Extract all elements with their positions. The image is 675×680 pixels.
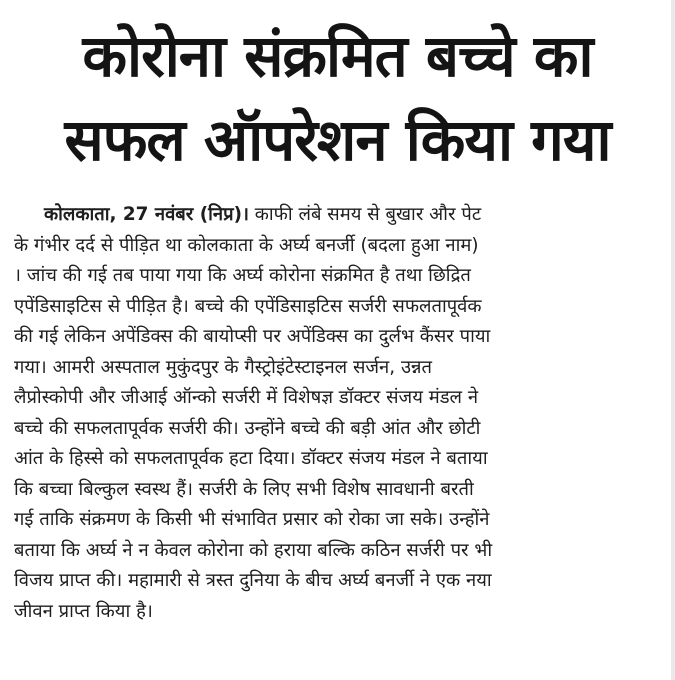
body-line-12: बताया कि अर्घ्य ने न केवल कोरोना को हराया बल्कि कठिन सर्जरी पर भी: [14, 539, 493, 561]
article-headline: [12, 14, 663, 182]
body-line-9: आंत के हिस्से को सफलतापूर्वक हटा दिया। डॉक्टर संजय मंडल ने बताया: [14, 448, 488, 469]
body-line-11: गई ताकि संक्रमण के किसी भी संभावित प्रसार को रोका जा सके। उन्होंने: [14, 509, 490, 530]
body-line-5: की गई लेकिन अपेंडिक्स की बायोप्सी पर अपेंडिक्स का दुर्लभ कैंसर पाया: [14, 326, 491, 347]
body-line-2: के गंभीर दर्द से पीड़ित था कोलकाता के अर्घ्य बनर्जी (बदला हुआ नाम): [14, 234, 479, 256]
headline-line-1: कोरोना संक्रमित बच्चे का: [82, 22, 593, 90]
body-line-7: लैप्रोस्कोपी और जीआई ऑन्को सर्जरी में विशेषज्ञ डॉक्टर संजय मंडल ने: [14, 387, 479, 408]
body-line-1: [14, 200, 674, 231]
body-line-3: । जांच की गई तब पाया गया कि अर्घ्य कोरोना संक्रमित है तथा छिद्रित: [14, 265, 471, 286]
body-line-10: कि बच्चा बिल्कुल स्वस्थ हैं। सर्जरी के लिए सभी विशेष सावधानी बरती: [14, 478, 474, 500]
body-line-4: एपेंडिसाइटिस से पीड़ित है। बच्चे की एपेंडिसाइटिस सर्जरी सफलतापूर्वक: [14, 295, 482, 317]
body-line-13: विजय प्राप्त की। महामारी से त्रस्त दुनिया के बीच अर्घ्य बनर्जी ने एक नया: [14, 570, 492, 591]
headline-line-2: सफल ऑपरेशन किया गया: [64, 106, 611, 174]
body-line-1-text: काफी लंबे समय से बुखार और पेट: [248, 204, 482, 225]
body-line-14: जीवन प्राप्त किया है।: [14, 600, 153, 622]
body-line-6: गया। आमरी अस्पताल मुकुंदपुर के गैस्ट्रोइंटेस्टाइनल सर्जन, उन्नत: [14, 356, 433, 378]
article-body: [14, 200, 674, 627]
page-edge-divider: [671, 0, 675, 680]
dateline: कोलकाता, 27 नवंबर (निप्र)।: [44, 204, 249, 225]
body-line-8: बच्चे की सफलतापूर्वक सर्जरी की। उन्होंने बच्चे की बड़ी आंत और छोटी: [14, 417, 481, 439]
